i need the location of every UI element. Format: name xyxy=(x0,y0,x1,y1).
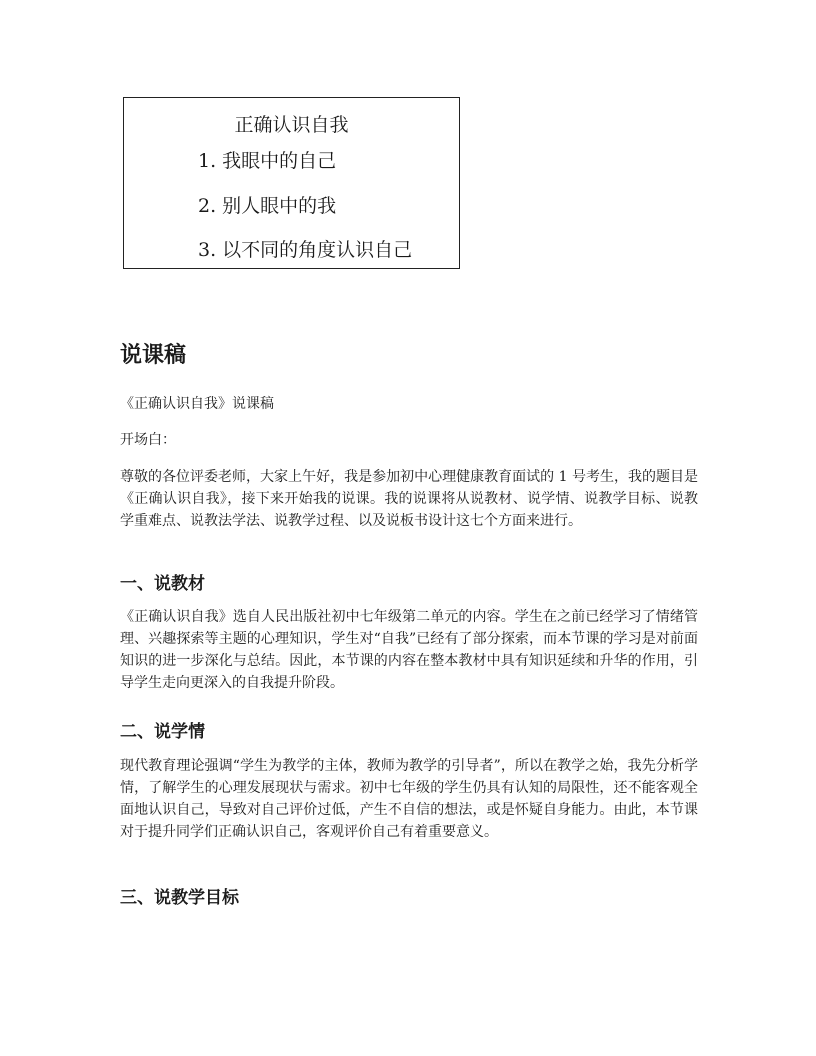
section-paragraph-textbook: 《正确认识自我》选自人民出版社初中七年级第二单元的内容。学生在之前已经学习了情绪管理、兴趣探索等主题的心理知识，学生对“自我”已经有了部分探索，而本节课的学习是对前面知识的进一步深化与总结。因此，本节课的内容在整本教材中具有知识延续和升华的作用，引导学生走向更深入的自我提升阶段。 xyxy=(120,609,698,691)
document-title: 说课稿 xyxy=(120,343,187,368)
opening-label: 开场白： xyxy=(120,432,176,448)
board-item-3: 3. 以不同的角度认识自己 xyxy=(198,239,413,261)
section-heading-objectives: 三、说教学目标 xyxy=(120,888,239,908)
document-subtitle: 《正确认识自我》说课稿 xyxy=(120,396,274,412)
section-heading-students: 二、说学情 xyxy=(120,722,205,742)
section-heading-textbook: 一、说教材 xyxy=(120,574,205,594)
board-item-2: 2. 别人眼中的我 xyxy=(198,195,337,217)
section-paragraph-students: 现代教育理论强调“学生为教学的主体，教师为教学的引导者”，所以在教学之始，我先分析学情，了解学生的心理发展现状与需求。初中七年级的学生仍具有认知的局限性，还不能客观全面地认识自己，导致对自己评价过低，产生不自信的想法，或是怀疑自身能力。由此，本节课对于提升同学们正确认识自己，客观评价自己有着重要意义。 xyxy=(120,758,698,840)
opening-paragraph: 尊敬的各位评委老师，大家上午好，我是参加初中心理健康教育面试的 1 号考生，我的题目是《正确认识自我》，接下来开始我的说课。我的说课将从说教材、说学情、说教学目标、说教学重难点、说教法学法、说教学过程、以及说板书设计这七个方面来进行。 xyxy=(120,469,698,529)
board-title: 正确认识自我 xyxy=(234,114,349,136)
blackboard-design-box xyxy=(123,97,460,269)
board-item-1: 1. 我眼中的自己 xyxy=(198,150,337,172)
